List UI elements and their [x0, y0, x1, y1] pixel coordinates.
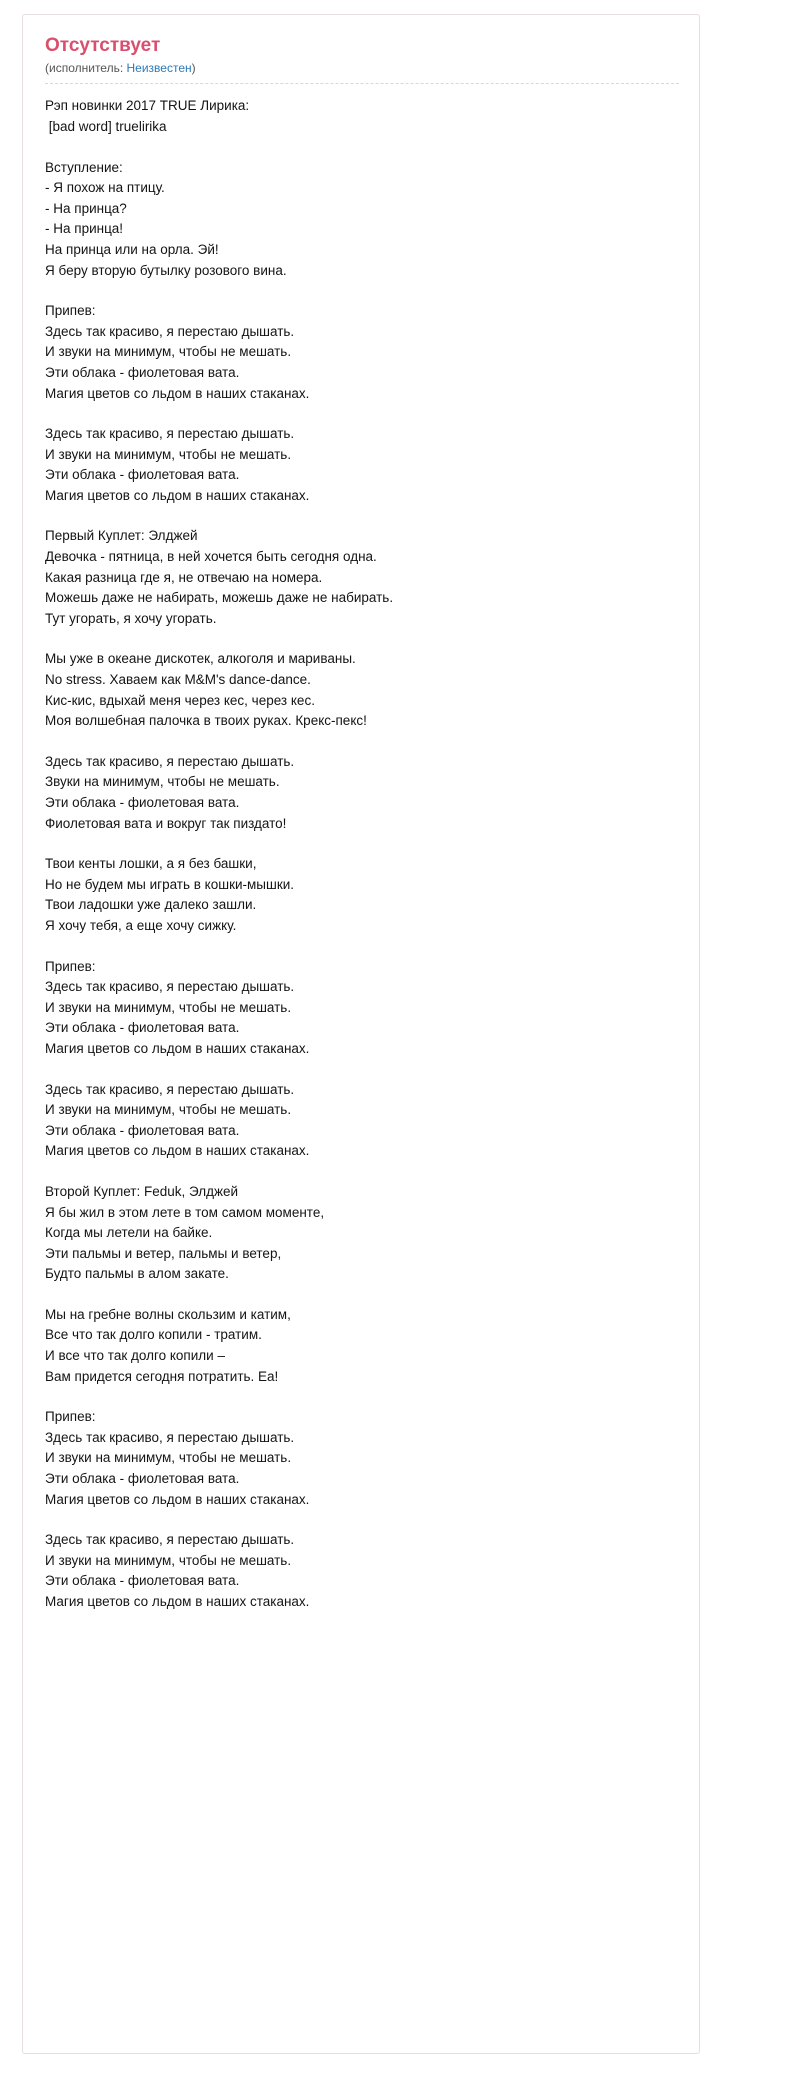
lyrics-line: Вам придется сегодня потратить. Еа!: [45, 1368, 279, 1384]
lyrics-line: Фиолетовая вата и вокруг так пиздато!: [45, 815, 287, 831]
lyrics-line: [bad word] truelirika: [45, 118, 167, 134]
lyrics-block: [45, 424, 679, 506]
divider: [45, 83, 679, 84]
lyrics-line: Припев:: [45, 303, 96, 319]
lyrics-line: Магия цветов со льдом в наших стаканах.: [45, 1491, 310, 1507]
lyrics-block: [45, 96, 679, 137]
lyrics-line: Эти облака - фиолетовая вата.: [45, 467, 240, 483]
lyrics-line: И все что так долго копили –: [45, 1348, 225, 1364]
lyrics-line: Мы уже в океане дискотек, алкоголя и мариваны.: [45, 651, 356, 667]
lyrics-line: Но не будем мы играть в кошки-мышки.: [45, 876, 295, 892]
lyrics-card: [22, 14, 700, 2054]
lyrics-line: И звуки на минимум, чтобы не мешать.: [45, 1552, 292, 1568]
lyrics-line: Второй Куплет: Feduk, Элджей: [45, 1183, 239, 1199]
lyrics-line: No stress. Хаваем как M&M's dance-dance.: [45, 672, 311, 688]
lyrics-line: Моя волшебная палочка в твоих руках. Крекс-пекс!: [45, 713, 367, 729]
lyrics-line: Мы на гребне волны скользим и катим,: [45, 1306, 291, 1322]
lyrics-line: Будто пальмы в алом закате.: [45, 1266, 229, 1282]
lyrics-line: Магия цветов со льдом в наших стаканах.: [45, 487, 310, 503]
performer-suffix: ): [191, 60, 196, 75]
lyrics-line: Первый Куплет: Элджей: [45, 528, 198, 544]
lyrics-block: [45, 158, 679, 282]
lyrics-line: Эти облака - фиолетовая вата.: [45, 1020, 240, 1036]
lyrics-line: Магия цветов со льдом в наших стаканах.: [45, 1143, 310, 1159]
lyrics-line: Кис-кис, вдыхай меня через кес, через кес.: [45, 692, 315, 708]
lyrics-line: Эти облака - фиолетовая вата.: [45, 1471, 240, 1487]
lyrics-line: Я хочу тебя, а еще хочу сижку.: [45, 917, 237, 933]
page-title: Отсутствует: [45, 35, 161, 56]
lyrics-line: И звуки на минимум, чтобы не мешать.: [45, 446, 292, 462]
lyrics-line: Тут угорать, я хочу угорать.: [45, 610, 217, 626]
lyrics-line: Припев:: [45, 1409, 96, 1425]
performer-link[interactable]: Неизвестен: [126, 60, 192, 75]
lyrics-line: Эти облака - фиолетовая вата.: [45, 1573, 240, 1589]
lyrics-line: Рэп новинки 2017 TRUE Лирика:: [45, 98, 250, 114]
lyrics-block: [45, 1305, 679, 1387]
lyrics-line: На принца или на орла. Эй!: [45, 241, 219, 257]
lyrics-line: Я бы жил в этом лете в том самом моменте,: [45, 1204, 325, 1220]
lyrics-line: Здесь так красиво, я перестаю дышать.: [45, 1429, 295, 1445]
lyrics-block: [45, 1182, 679, 1285]
lyrics-block: [45, 301, 679, 404]
lyrics-block: [45, 1530, 679, 1612]
lyrics-line: Какая разница где я, не отвечаю на номера.: [45, 569, 323, 585]
lyrics-line: И звуки на минимум, чтобы не мешать.: [45, 999, 292, 1015]
lyrics-line: Эти облака - фиолетовая вата.: [45, 364, 240, 380]
lyrics-line: Магия цветов со льдом в наших стаканах.: [45, 385, 310, 401]
lyrics-block: [45, 649, 679, 731]
lyrics-block: [45, 957, 679, 1060]
lyrics-block: [45, 1080, 679, 1162]
lyrics-line: Твои кенты лошки, а я без башки,: [45, 856, 257, 872]
lyrics-line: Можешь даже не набирать, можешь даже не набирать.: [45, 590, 394, 606]
lyrics-block: [45, 752, 679, 834]
lyrics-line: Здесь так красиво, я перестаю дышать.: [45, 753, 295, 769]
lyrics-line: Эти облака - фиолетовая вата.: [45, 795, 240, 811]
lyrics-line: Когда мы летели на байке.: [45, 1225, 213, 1241]
lyrics-line: Магия цветов со льдом в наших стаканах.: [45, 1040, 310, 1056]
lyrics-block: [45, 526, 679, 629]
lyrics-body: [45, 96, 679, 1612]
lyrics-line: Здесь так красиво, я перестаю дышать.: [45, 1532, 295, 1548]
lyrics-line: Здесь так красиво, я перестаю дышать.: [45, 426, 295, 442]
lyrics-line: И звуки на минимум, чтобы не мешать.: [45, 1102, 292, 1118]
lyrics-line: Вступление:: [45, 159, 123, 175]
lyrics-line: Я беру вторую бутылку розового вина.: [45, 262, 287, 278]
lyrics-block: [45, 854, 679, 936]
lyrics-line: Девочка - пятница, в ней хочется быть сегодня одна.: [45, 549, 377, 565]
lyrics-line: Эти облака - фиолетовая вата.: [45, 1122, 240, 1138]
lyrics-line: - На принца?: [45, 200, 127, 216]
lyrics-line: - Я похож на птицу.: [45, 180, 165, 196]
lyrics-line: Эти пальмы и ветер, пальмы и ветер,: [45, 1245, 282, 1261]
lyrics-line: И звуки на минимум, чтобы не мешать.: [45, 344, 292, 360]
lyrics-line: Твои ладошки уже далеко зашли.: [45, 897, 257, 913]
lyrics-line: Здесь так красиво, я перестаю дышать.: [45, 979, 295, 995]
lyrics-block: [45, 1407, 679, 1510]
lyrics-line: Припев:: [45, 958, 96, 974]
lyrics-line: - На принца!: [45, 221, 124, 237]
lyrics-line: Все что так долго копили - тратим.: [45, 1327, 262, 1343]
lyrics-line: Здесь так красиво, я перестаю дышать.: [45, 323, 295, 339]
lyrics-line: Здесь так красиво, я перестаю дышать.: [45, 1081, 295, 1097]
performer-line: [45, 61, 679, 77]
lyrics-line: Звуки на минимум, чтобы не мешать.: [45, 774, 280, 790]
lyrics-line: И звуки на минимум, чтобы не мешать.: [45, 1450, 292, 1466]
lyrics-line: Магия цветов со льдом в наших стаканах.: [45, 1594, 310, 1610]
performer-prefix: (исполнитель:: [45, 60, 127, 75]
